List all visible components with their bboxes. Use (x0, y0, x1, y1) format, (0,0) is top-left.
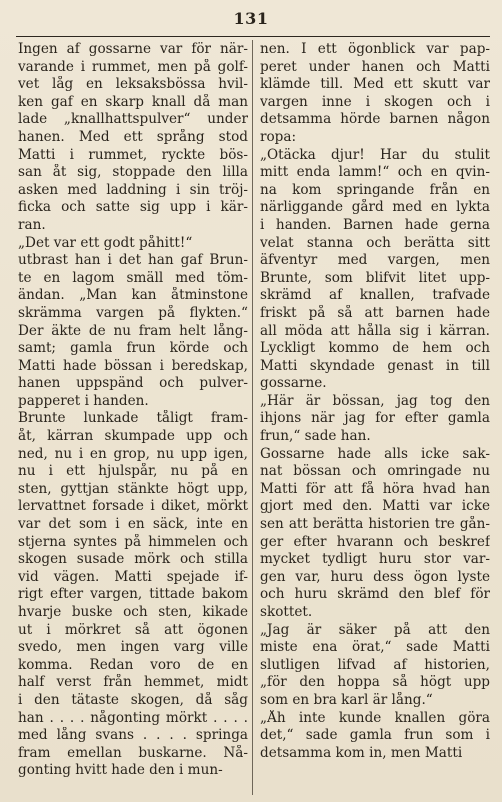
text-line: skrämd af knallen, trafvade (260, 287, 490, 304)
text-line: half verst från hemmet, midt (18, 674, 248, 691)
text-line: vet låg en leksaksbössa hvil- (18, 76, 248, 93)
text-line: peret under hanen och Matti (260, 58, 490, 75)
text-line: Lyckligt kommo de hem och (260, 340, 490, 357)
text-line: rigt efter vargen, tittade bakom (18, 586, 248, 603)
text-line: „Jag är säker på att den (260, 621, 490, 638)
text-line: detsamma kom in, men Matti (260, 744, 463, 761)
text-line: gjort med den. Matti var icke (260, 498, 490, 515)
text-line: vargen inne i skogen och i (260, 93, 490, 110)
text-line: Matti för att få höra hvad han (260, 480, 490, 497)
text-line: Brunte, som blifvit litet upp- (260, 269, 490, 286)
text-line: miste ena örat,“ sade Matti (260, 639, 490, 656)
text-line: Brunte lunkade tåligt fram- (18, 410, 248, 427)
text-line: ändan. „Man kan åtminstone (18, 287, 248, 304)
text-line: och huru skrämd den blef för (260, 586, 490, 603)
text-line: komma. Redan voro de en (18, 656, 248, 673)
text-line: det,“ sade gamla frun som i (260, 727, 490, 744)
text-line: utbrast han i det han gaf Brun- (18, 252, 248, 269)
text-line: ger efter hvarann och beskref (260, 533, 490, 550)
column-divider (252, 40, 253, 795)
text-line: velat stanna och berätta sitt (260, 234, 490, 251)
text-line: svedo, men ingen varg ville (18, 639, 248, 656)
text-line: mycket tydligt huru stor var- (260, 551, 490, 568)
text-line: „för den hoppa så högt upp (260, 674, 490, 691)
text-line: hvarje buske och sten, kikade (18, 604, 248, 620)
text-line: ficka och satte sig upp i kär- (18, 199, 248, 216)
page-number: 131 (233, 9, 269, 28)
text-line: te en lagom smäll med töm- (18, 269, 248, 286)
text-line: Matti i rummet, ryckte bös- (18, 146, 248, 163)
text-line: skottet. (260, 604, 313, 620)
text-line: gossarne. (260, 375, 327, 392)
text-line: nat bössan och omringade nu (260, 463, 490, 480)
text-line: hanen uppspänd och pulver- (18, 375, 248, 392)
text-line: nu i ett hjulspår, nu på en (18, 463, 248, 480)
text-line: nen. I ett ögonblick var pap- (260, 41, 490, 57)
text-line: „Otäcka djur! Har du stulit (260, 146, 490, 163)
text-line: sen att berätta historien tre gån- (260, 516, 490, 533)
text-line: skrämma vargen på flykten.“ (18, 304, 248, 321)
text-line: friskt på så att barnen hade (260, 304, 490, 321)
text-line: Gossarne hade alls icke sak- (260, 445, 490, 462)
text-line: frun,“ sade han. (260, 428, 371, 445)
text-line: na kom springande från en (260, 181, 490, 198)
text-line: äfventyr med vargen, men (260, 252, 490, 269)
text-line: „Det var ett godt påhitt!“ (18, 234, 193, 251)
text-line: i den tätaste skogen, då såg (18, 691, 248, 708)
text-line: var det som i en säck, inte en (18, 516, 248, 533)
text-line: gonting hvitt hade den i mun- (18, 762, 223, 779)
text-line: ned, nu i en grop, nu upp igen, (18, 445, 248, 462)
text-line: ihjons när jag for efter gamla (260, 410, 490, 427)
text-line: i handen. Barnen hade gerna (260, 216, 490, 233)
text-line: hanen. Med ett språng stod (18, 128, 248, 145)
text-line: all möda att hålla sig i kärran. (260, 322, 490, 339)
text-line: ran. (18, 216, 46, 233)
text-line: han . . . . någonting mörkt . . . . (18, 709, 248, 726)
text-line: skogen susade mörk och stilla (18, 551, 248, 568)
text-line: sten, gyttjan stänkte högt upp, (18, 480, 248, 497)
text-line: närliggande gård med en lykta (260, 199, 490, 216)
header-rule (16, 36, 490, 37)
text-line: varande i rummet, men på golf- (18, 58, 248, 75)
text-line: asken med laddning i sin tröj- (18, 181, 248, 198)
text-line: detsamma hörde barnen någon (260, 111, 490, 128)
left-column (18, 41, 248, 797)
right-column (260, 41, 490, 797)
text-line: som en bra karl är lång.“ (260, 691, 433, 708)
text-line: fram emellan buskarne. Nå- (18, 744, 248, 761)
text-line: Ingen af gossarne var för när- (18, 41, 248, 57)
text-line: mitt enda lamm!“ och en qvin- (260, 164, 490, 181)
text-line: san åt sig, stoppade den lilla (18, 164, 248, 181)
text-line: Matti hade bössan i beredskap, (18, 357, 248, 374)
text-line: ken gaf en skarp knall då man (18, 93, 248, 110)
text-line: Der äkte de nu fram helt lång- (18, 322, 248, 339)
text-line: „Åh inte kunde knallen göra (260, 709, 490, 726)
text-line: ropa: (260, 128, 297, 145)
text-line: samt; gamla frun körde och (18, 340, 248, 357)
text-line: papperet i handen. (18, 392, 149, 409)
text-line: Matti skyndade genast in till (260, 357, 490, 374)
text-line: vid vägen. Matti spejade if- (18, 568, 248, 585)
text-line: klämde till. Med ett skutt var (260, 76, 490, 93)
text-line: lade „knallhattspulver“ under (18, 111, 248, 128)
text-line: „Här är bössan, jag tog den (260, 392, 490, 409)
text-line: lervattnet forsade i diket, mörkt (18, 498, 248, 515)
text-line: med lång svans . . . . springa (18, 727, 248, 744)
text-line: gen var, huru dess ögon lyste (260, 568, 490, 585)
text-line: slutligen lifvad af historien, (260, 656, 490, 673)
text-line: stjerna syntes på himmelen och (18, 533, 248, 550)
text-line: ut i mörkret så att ögonen (18, 621, 248, 638)
text-line: åt, kärran skumpade upp och (18, 428, 248, 445)
